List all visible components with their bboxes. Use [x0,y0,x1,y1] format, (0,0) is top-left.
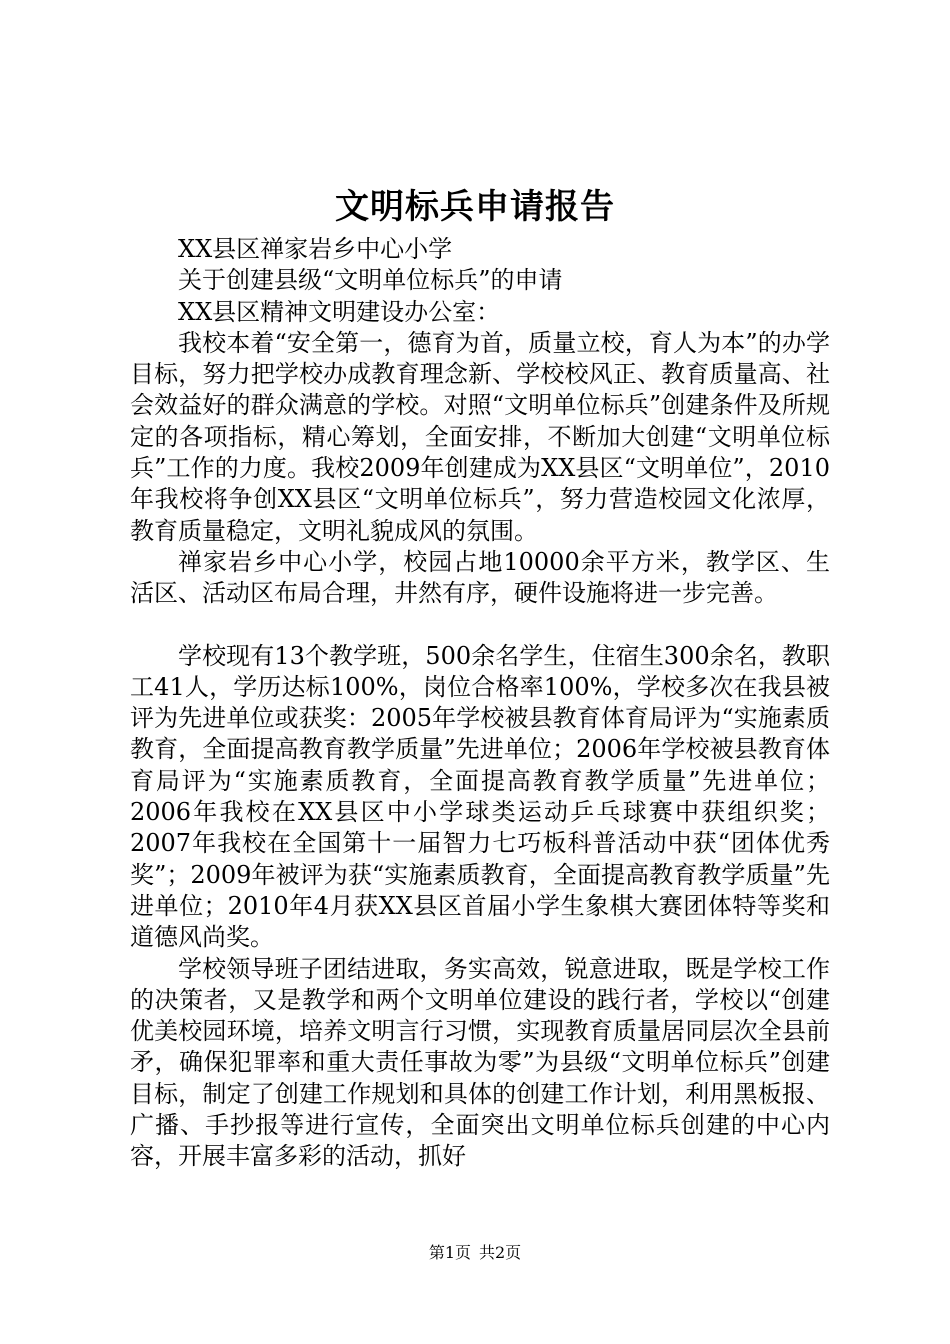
subject-line: 关于创建县级“文明单位标兵”的申请 [178,266,563,295]
page-footer [0,1242,950,1264]
body-paragraph: 学校现有13个教学班，500余名学生，住宿生300余名，教职工41人，学历达标100%，岗位合格率100%，学校多次在我县被评为先进单位或获奖：2005年学校被县教育体育局评为“实施素质教育，全面提高教育教学质量”先进单位；2006年学校被县教育体育局评为“实施素质教育，全面提高教育教学质量”先进单位；2006年我校在XX县区中小学球类运动乒乓球赛中获组织奖；2007年我校在全国第十一届智力七巧板科普活动中获“团体优秀奖”；2009年被评为获“实施素质教育，全面提高教育教学质量”先进单位；2010年4月获XX县区首届小学生象棋大赛团体特等奖和道德风尚奖。 [130,641,830,952]
body-paragraph: 我校本着“安全第一，德育为首，质量立校，育人为本”的办学目标，努力把学校办成教育理念新、学校校风正、教育质量高、社会效益好的群众满意的学校。对照“文明单位标兵”创建条件及所规定的各项指标，精心筹划，全面安排，不断加大创建“文明单位标兵”工作的力度。我校2009年创建成为XX县区“文明单位”，2010年我校将争创XX县区“文明单位标兵”，努力营造校园文化浓厚，教育质量稳定，文明礼貌成风的氛围。 [130,328,830,545]
document-title: 文明标兵申请报告 [335,187,615,227]
recipient-line: XX县区精神文明建设办公室： [178,297,501,326]
body-paragraph: 学校领导班子团结进取，务实高效，锐意进取，既是学校工作的决策者，又是教学和两个文明单位建设的践行者，学校以“创建优美校园环境，培养文明言行习惯，实现教育质量居同层次全县前矛，确保犯罪率和重大责任事故为零”为县级“文明单位标兵”创建目标，制定了创建工作规划和具体的创建工作计划，利用黑板报、广播、手抄报等进行宣传，全面突出文明单位标兵创建的中心内容，开展丰富多彩的活动，抓好 [130,954,830,1171]
body-paragraph: 禅家岩乡中心小学，校园占地10000余平方米，教学区、生活区、活动区布局合理，井然有序，硬件设施将进一步完善。 [130,547,830,608]
sender-line: XX县区禅家岩乡中心小学 [178,235,453,263]
page-number: 第1页 [428,1243,471,1262]
document-body [130,234,830,1173]
page-total: 共2页 [479,1243,522,1262]
